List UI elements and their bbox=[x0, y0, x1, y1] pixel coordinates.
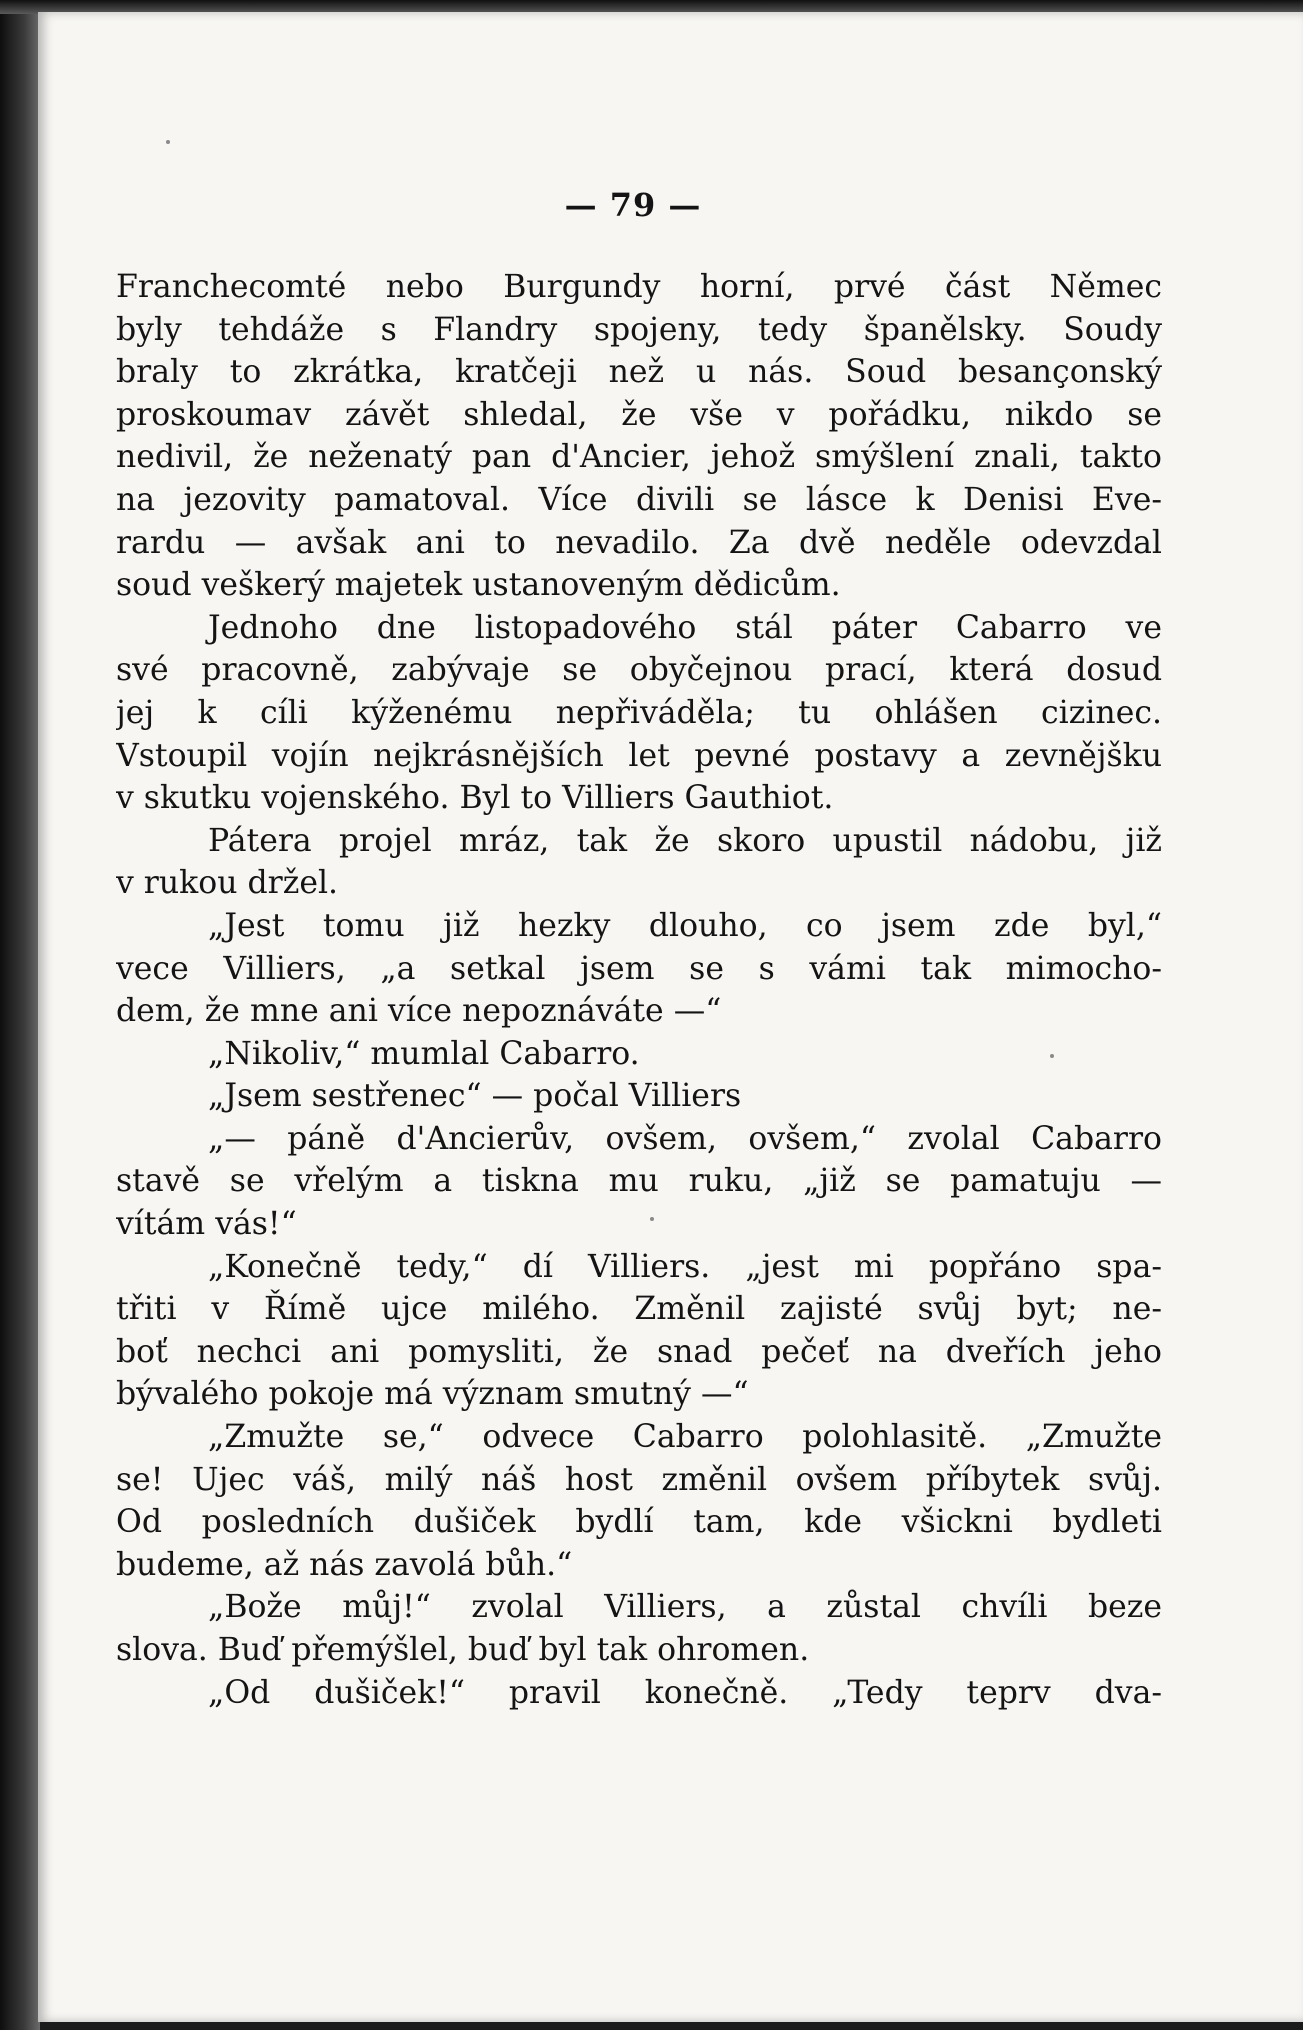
text-line: „Jest tomu již hezky dlouho, co jsem zde byl,“ bbox=[208, 907, 1162, 944]
text-line: rardu — avšak ani to nevadilo. Za dvě neděle odevzdal bbox=[116, 524, 1162, 561]
text-line: vítám vás!“ bbox=[116, 1206, 297, 1243]
text-line: vece Villiers, „a setkal jsem se s vámi tak mimocho- bbox=[116, 950, 1162, 987]
text-line: na jezovity pamatoval. Více divili se lásce k Denisi Eve- bbox=[116, 481, 1162, 518]
text-line: v rukou držel. bbox=[116, 865, 339, 902]
text-line: třiti v Římě ujce milého. Změnil zajisté svůj byt; ne- bbox=[116, 1291, 1162, 1328]
text-line: Vstoupil vojín nejkrásnějších let pevné postavy a zevnějšku bbox=[116, 737, 1162, 774]
text-line: Od posledních dušiček bydlí tam, kde všickni bydleti bbox=[116, 1504, 1162, 1541]
text-line: slova. Buď přemýšlel, buď byl tak ohromen. bbox=[116, 1632, 810, 1668]
text-line: Pátera projel mráz, tak že skoro upustil nádobu, již bbox=[208, 822, 1162, 859]
text-line: byly tehdáže s Flandry spojeny, tedy španělsky. Soudy bbox=[116, 311, 1162, 348]
text-line: stavě se vřelým a tiskna mu ruku, „již se pamatuju — bbox=[116, 1163, 1162, 1200]
text-line: „Konečně tedy,“ dí Villiers. „jest mi popřáno spa- bbox=[208, 1248, 1162, 1285]
print-speck bbox=[166, 140, 170, 144]
text-line: „Zmužte se,“ odvece Cabarro polohlasitě. „Zmužte bbox=[208, 1419, 1162, 1456]
text-line: v skutku vojenského. Byl to Villiers Gauthiot. bbox=[116, 780, 834, 817]
text-line: „Bože můj!“ zvolal Villiers, a zůstal chvíli beze bbox=[208, 1589, 1162, 1626]
text-line: „Od dušiček!“ pravil konečně. „Tedy teprv dva- bbox=[208, 1674, 1162, 1711]
page-number: — 79 — bbox=[564, 186, 702, 224]
text-line: braly to zkrátka, kratčeji než u nás. Soud besançonský bbox=[116, 354, 1162, 391]
text-line: se! Ujec váš, milý náš host změnil ovšem příbytek svůj. bbox=[116, 1461, 1162, 1498]
text-line: „— páně d'Ancierův, ovšem, ovšem,“ zvolal Cabarro bbox=[208, 1120, 1162, 1157]
text-line: budeme, až nás zavolá bůh.“ bbox=[116, 1546, 573, 1583]
text-line: dem, že mne ani více nepoznáváte —“ bbox=[116, 993, 722, 1030]
text-line: proskoumav závět shledal, že vše v pořádku, nikdo se bbox=[116, 396, 1162, 433]
body-text bbox=[116, 266, 1162, 1714]
text-line: své pracovně, zabývaje se obyčejnou prací, která dosud bbox=[116, 652, 1162, 689]
text-line: boť nechci ani pomysliti, že snad pečeť na dveřích jeho bbox=[116, 1333, 1162, 1370]
text-line: jej k cíli kýženému nepřiváděla; tu ohlášen cizinec. bbox=[116, 694, 1162, 731]
text-line: nedivil, že neženatý pan d'Ancier, jehož smýšlení znali, takto bbox=[116, 439, 1162, 476]
print-speck bbox=[1050, 1054, 1054, 1058]
text-line: Franchecomté nebo Burgundy horní, prvé část Němec bbox=[116, 269, 1162, 305]
book-page bbox=[38, 12, 1303, 2022]
text-line: bývalého pokoje má význam smutný —“ bbox=[116, 1376, 749, 1413]
text-line: „Jsem sestřenec“ — počal Villiers bbox=[208, 1078, 742, 1115]
print-speck bbox=[650, 1217, 654, 1221]
text-line: „Nikoliv,“ mumlal Cabarro. bbox=[208, 1035, 640, 1072]
text-line: Jednoho dne listopadového stál páter Cabarro ve bbox=[208, 609, 1162, 646]
scan-shadow-left bbox=[0, 0, 40, 2030]
text-line: soud veškerý majetek ustanoveným dědicům. bbox=[116, 567, 841, 604]
